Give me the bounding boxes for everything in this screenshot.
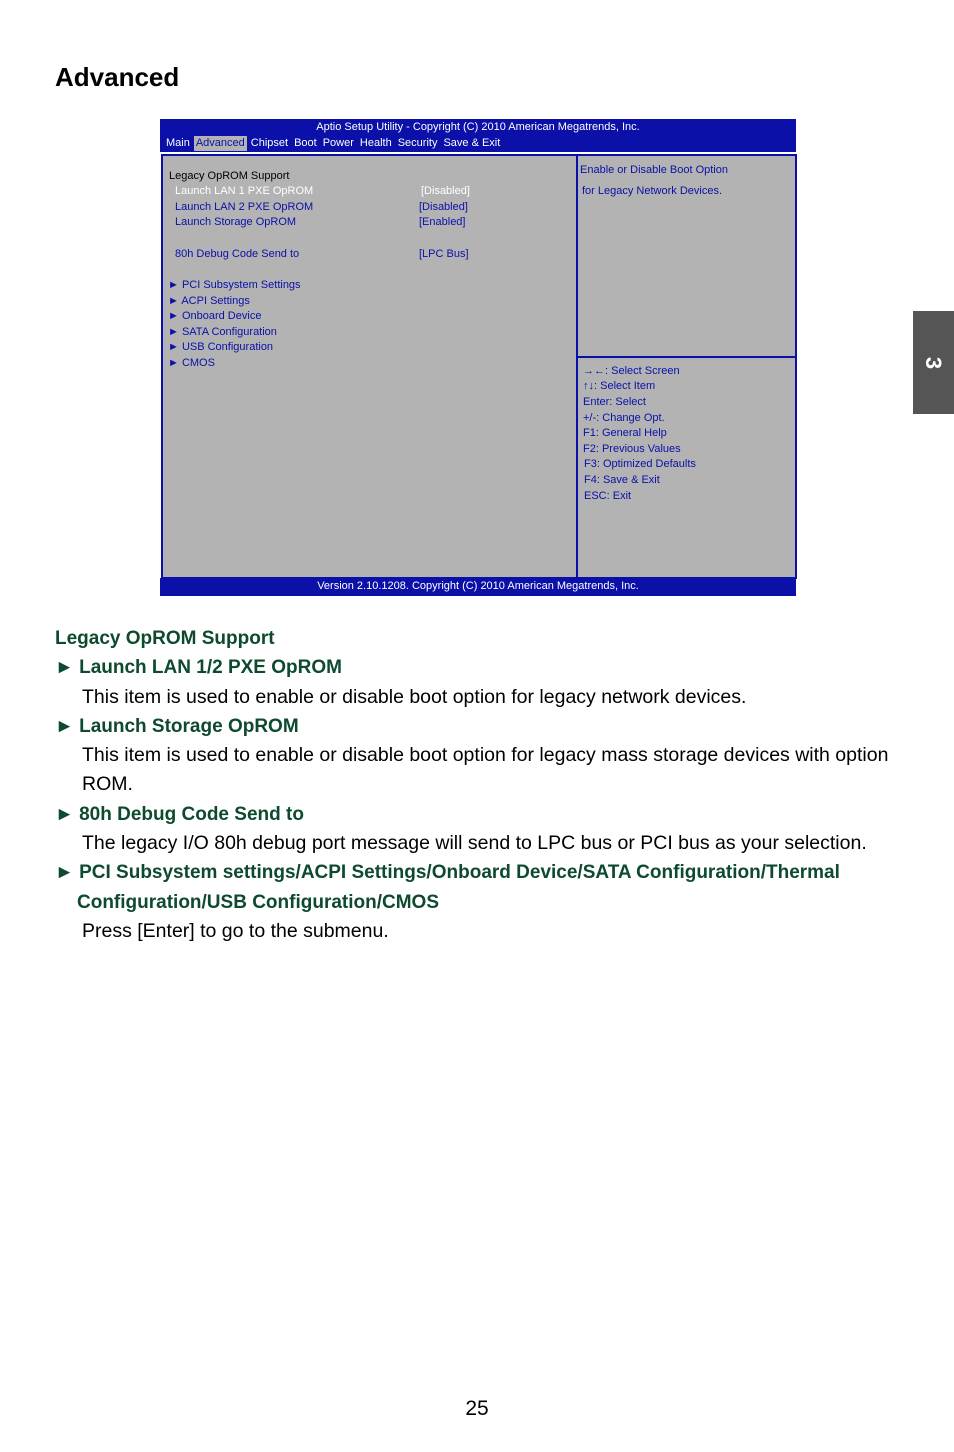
menu-power[interactable]: Power (322, 137, 354, 149)
submenu-text: Press [Enter] to go to the submenu. (82, 919, 389, 942)
bios-footer: Version 2.10.1208. Copyright (C) 2010 American Megatrends, Inc. (160, 578, 796, 596)
submenu-usb[interactable]: ► USB Configuration (168, 341, 274, 353)
key-f1: F1: General Help (583, 427, 667, 439)
page-number: 25 (465, 1397, 489, 1420)
menu-save-exit[interactable]: Save & Exit (443, 137, 501, 149)
value-debug-code[interactable]: [LPC Bus] (419, 248, 469, 260)
item-launch-storage[interactable]: Launch Storage OpROM (175, 216, 297, 228)
menu-security[interactable]: Security (397, 137, 438, 149)
launch-storage-text-1: This item is used to enable or disable boot option for legacy mass storage devices with option (82, 744, 889, 767)
key-f4: F4: Save & Exit (584, 474, 660, 486)
launch-storage-heading: ► Launch Storage OpROM (55, 715, 299, 737)
value-launch-lan1[interactable]: [Disabled] (421, 185, 470, 197)
section-legacy-oprom: Legacy OpROM Support (169, 170, 290, 182)
key-esc: ESC: Exit (584, 490, 632, 502)
bios-menu-bar (164, 136, 504, 151)
debug-code-heading: ► 80h Debug Code Send to (55, 803, 304, 825)
chapter-tab (913, 311, 954, 414)
debug-code-text: The legacy I/O 80h debug port message will send to LPC bus or PCI bus as your selection. (82, 832, 867, 855)
bios-header (160, 119, 796, 152)
menu-health[interactable]: Health (359, 137, 392, 149)
value-launch-lan2[interactable]: [Disabled] (419, 201, 468, 213)
menu-advanced[interactable]: Advanced (195, 137, 245, 149)
key-select-item: ↑↓: Select Item (583, 380, 656, 392)
submenu-pci-subsystem[interactable]: ► PCI Subsystem Settings (168, 279, 301, 291)
submenu-onboard-device[interactable]: ► Onboard Device (168, 310, 262, 322)
key-enter: Enter: Select (583, 396, 646, 408)
submenu-sata[interactable]: ► SATA Configuration (168, 326, 277, 338)
bios-title: Aptio Setup Utility - Copyright (C) 2010 American Megatrends, Inc. (316, 121, 640, 133)
bios-body (161, 154, 797, 579)
submenu-acpi[interactable]: ► ACPI Settings (168, 295, 250, 307)
value-launch-storage[interactable]: [Enabled] (419, 216, 466, 228)
item-debug-code[interactable]: 80h Debug Code Send to (175, 248, 300, 260)
submenu-heading-line2: Configuration/USB Configuration/CMOS (77, 891, 440, 913)
key-f3: F3: Optimized Defaults (584, 458, 696, 470)
help-line-2: for Legacy Network Devices. (582, 185, 722, 197)
description-section (55, 624, 915, 946)
bios-help-panel (578, 156, 795, 358)
legacy-oprom-heading: Legacy OpROM Support (55, 628, 275, 649)
launch-lan-text: This item is used to enable or disable boot option for legacy network devices. (82, 685, 747, 708)
submenu-cmos[interactable]: ► CMOS (168, 357, 215, 369)
submenu-heading-line1: ► PCI Subsystem settings/ACPI Settings/Onboard Device/SATA Configuration/Thermal (55, 862, 840, 884)
menu-chipset[interactable]: Chipset (250, 137, 289, 149)
item-launch-lan1[interactable]: Launch LAN 1 PXE OpROM (175, 185, 314, 197)
launch-storage-text-2: ROM. (82, 773, 133, 796)
chapter-number: 3 (921, 356, 947, 369)
key-select-screen: →←: Select Screen (583, 365, 680, 377)
bios-key-legend (578, 358, 795, 577)
key-f2: F2: Previous Values (583, 443, 681, 455)
key-change-opt: +/-: Change Opt. (583, 412, 665, 424)
bios-settings-panel (163, 156, 578, 577)
menu-main[interactable]: Main (166, 137, 190, 149)
menu-boot[interactable]: Boot (294, 137, 317, 149)
launch-lan-heading: ► Launch LAN 1/2 PXE OpROM (55, 657, 342, 679)
page-title: Advanced (55, 62, 180, 92)
bios-screenshot (160, 119, 796, 596)
help-line-1: Enable or Disable Boot Option (580, 164, 728, 176)
item-launch-lan2[interactable]: Launch LAN 2 PXE OpROM (175, 201, 314, 213)
